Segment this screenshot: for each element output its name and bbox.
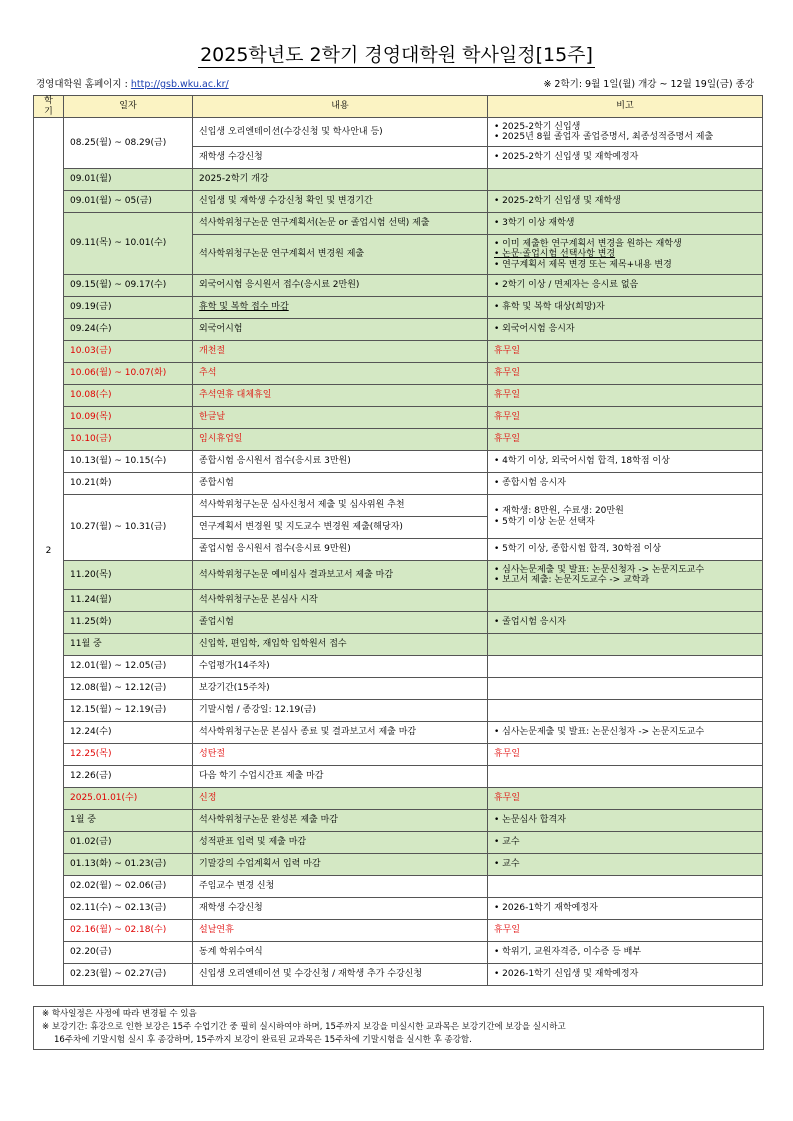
- date-cell: 09.15(월) ~ 09.17(수): [64, 275, 193, 297]
- date-cell: 02.23(월) ~ 02.27(금): [64, 964, 193, 986]
- note-line: • 연구계획서 제목 변경 또는 제목+내용 변경: [494, 259, 672, 270]
- date-cell: 10.21(화): [64, 473, 193, 495]
- note-cell: 휴무일: [488, 744, 763, 766]
- note-cell: [488, 656, 763, 678]
- homepage-info: [36, 76, 229, 90]
- note-cell: • 교수: [488, 854, 763, 876]
- date-cell: 02.02(월) ~ 02.06(금): [64, 876, 193, 898]
- note-cell: [488, 678, 763, 700]
- table-row: [34, 385, 763, 407]
- table-row: [34, 634, 763, 656]
- content-cell: 임시휴업일: [193, 429, 488, 451]
- table-row: [34, 876, 763, 898]
- date-cell: 10.09(목): [64, 407, 193, 429]
- note-line: • 2025년 8월 졸업자 졸업증명서, 최종성적증명서 제출: [494, 132, 714, 142]
- content-cell: 동계 학위수여식: [193, 942, 488, 964]
- note-cell: 휴무일: [488, 385, 763, 407]
- date-cell: 12.08(월) ~ 12.12(금): [64, 678, 193, 700]
- note-line: • 재학생: 8만원, 수료생: 20만원: [494, 506, 624, 516]
- date-cell: 01.13(화) ~ 01.23(금): [64, 854, 193, 876]
- note-cell: 휴무일: [488, 920, 763, 942]
- table-row: [34, 451, 763, 473]
- date-cell: 10.03(금): [64, 341, 193, 363]
- date-cell: 02.11(수) ~ 02.13(금): [64, 898, 193, 920]
- date-cell: 10.27(월) ~ 10.31(금): [64, 495, 193, 561]
- table-row: [34, 319, 763, 341]
- header-note: 비고: [488, 96, 763, 118]
- table-row: [34, 590, 763, 612]
- table-row: [34, 407, 763, 429]
- note-cell: [488, 634, 763, 656]
- table-row: [34, 297, 763, 319]
- date-cell: 2025.01.01(수): [64, 788, 193, 810]
- content-cell: 신정: [193, 788, 488, 810]
- table-header-row: [34, 96, 763, 118]
- note-cell: • 휴학 및 복학 대상(희망)자: [488, 297, 763, 319]
- table-row: [34, 942, 763, 964]
- table-row: [34, 169, 763, 191]
- note-cell: • 학위기, 교원자격증, 이수증 등 배부: [488, 942, 763, 964]
- table-row: [34, 612, 763, 634]
- content-cell: 추석연휴 대체휴일: [193, 385, 488, 407]
- date-cell: 10.10(금): [64, 429, 193, 451]
- table-row: [34, 810, 763, 832]
- date-cell: 09.01(월) ~ 05(금): [64, 191, 193, 213]
- content-cell: 다음 학기 수업시간표 제출 마감: [193, 766, 488, 788]
- content-cell: 석사학위청구논문 연구계획서(논문 or 졸업시험 선택) 제출: [193, 213, 488, 235]
- table-row: [34, 363, 763, 385]
- content-cell: 석사학위청구논문 예비심사 결과보고서 제출 마감: [193, 561, 488, 590]
- footnote: 16주차에 기말시험 실시 후 종강하며, 15주까지 보강이 완료된 교과목은 15주차에 기말시험을 실시한 후 종강함.: [54, 1035, 472, 1045]
- table-row: [34, 191, 763, 213]
- date-cell: 12.01(월) ~ 12.05(금): [64, 656, 193, 678]
- note-cell: [488, 495, 763, 539]
- table-row: [34, 213, 763, 235]
- table-row: [34, 920, 763, 942]
- table-row: [34, 678, 763, 700]
- note-cell: [488, 590, 763, 612]
- note-line: • 이미 제출한 연구계획서 변경을 원하는 재학생: [494, 238, 682, 249]
- note-cell: • 2025-2학기 신입생 및 재학생: [488, 191, 763, 213]
- table-row: [34, 341, 763, 363]
- date-cell: 11.24(월): [64, 590, 193, 612]
- content-cell: 신입생 및 재학생 수강신청 확인 및 변경기간: [193, 191, 488, 213]
- note-cell: [488, 700, 763, 722]
- note-cell: [488, 235, 763, 275]
- note-line: • 2025-2학기 신입생: [494, 121, 581, 132]
- date-cell: 12.26(금): [64, 766, 193, 788]
- schedule-table: [33, 95, 763, 986]
- footnote: ※ 학사일정은 사정에 따라 변경될 수 있음: [42, 1009, 197, 1019]
- date-cell: 10.13(월) ~ 10.15(수): [64, 451, 193, 473]
- note-cell: • 2026-1학기 재학예정자: [488, 898, 763, 920]
- date-cell: 02.20(금): [64, 942, 193, 964]
- semester-cell: 2: [34, 118, 64, 986]
- content-cell: 석사학위청구논문 연구계획서 변경원 제출: [193, 235, 488, 275]
- content-cell: 기말강의 수업계획서 입력 마감: [193, 854, 488, 876]
- note-cell: [488, 561, 763, 590]
- content-cell: 연구계획서 변경원 및 지도교수 변경원 제출(해당자): [193, 517, 488, 539]
- note-line: • 5학기 이상 논문 선택자: [494, 516, 595, 527]
- note-cell: [488, 169, 763, 191]
- content-cell: 휴학 및 복학 접수 마감: [193, 297, 488, 319]
- content-cell: 신입학, 편입학, 재입학 입학원서 접수: [193, 634, 488, 656]
- content-cell: 2025-2학기 개강: [193, 169, 488, 191]
- content-cell: 외국어시험: [193, 319, 488, 341]
- note-cell: 휴무일: [488, 363, 763, 385]
- footnote: ※ 보강기간: 휴강으로 인한 보강은 15주 수업기간 중 필히 실시하여야 하며, 15주까지 보강을 미실시한 교과목은 보강기간에 보강을 실시하고: [42, 1022, 566, 1032]
- table-row: [34, 832, 763, 854]
- note-cell: • 5학기 이상, 종합시험 합격, 30학점 이상: [488, 539, 763, 561]
- note-cell: • 논문심사 합격자: [488, 810, 763, 832]
- note-line: • 논문·졸업시험 선택사항 변경: [494, 249, 616, 260]
- note-cell: [488, 118, 763, 147]
- homepage-link[interactable]: http://gsb.wku.ac.kr/: [130, 79, 229, 90]
- content-cell: 종합시험: [193, 473, 488, 495]
- content-cell: 보강기간(15주차): [193, 678, 488, 700]
- note-cell: • 심사논문제출 및 발표: 논문신청자 -> 논문지도교수: [488, 722, 763, 744]
- content-cell: 종합시험 응시원서 접수(응시료 3만원): [193, 451, 488, 473]
- content-cell: 신입생 오리엔테이션(수강신청 및 학사안내 등): [193, 118, 488, 147]
- note-line: • 보고서 제출: 논문지도교수 -> 교학과: [494, 575, 650, 585]
- content-cell: 성적판표 입력 및 제출 마감: [193, 832, 488, 854]
- date-cell: 02.16(월) ~ 02.18(수): [64, 920, 193, 942]
- date-cell: 11.25(화): [64, 612, 193, 634]
- table-row: [34, 429, 763, 451]
- note-cell: • 교수: [488, 832, 763, 854]
- date-cell: 10.06(월) ~ 10.07(화): [64, 363, 193, 385]
- content-cell: 신입생 오리엔테이션 및 수강신청 / 재학생 추가 수강신청: [193, 964, 488, 986]
- note-cell: 휴무일: [488, 788, 763, 810]
- content-cell: 졸업시험 응시원서 접수(응시료 9만원): [193, 539, 488, 561]
- date-cell: 12.25(목): [64, 744, 193, 766]
- date-cell: 09.11(목) ~ 10.01(수): [64, 213, 193, 275]
- date-cell: 01.02(금): [64, 832, 193, 854]
- table-row: [34, 854, 763, 876]
- date-cell: 09.01(월): [64, 169, 193, 191]
- date-cell: 08.25(월) ~ 08.29(금): [64, 118, 193, 169]
- content-cell: 재학생 수강신청: [193, 898, 488, 920]
- note-cell: • 4학기 이상, 외국어시험 합격, 18학점 이상: [488, 451, 763, 473]
- note-cell: 휴무일: [488, 341, 763, 363]
- content-cell: 주임교수 변경 신청: [193, 876, 488, 898]
- table-row: [34, 561, 763, 590]
- note-cell: 휴무일: [488, 407, 763, 429]
- content-cell: 졸업시험: [193, 612, 488, 634]
- date-cell: 09.24(수): [64, 319, 193, 341]
- note-cell: • 2026-1학기 신입생 및 재학예정자: [488, 964, 763, 986]
- content-cell: 기말시험 / 종강일: 12.19(금): [193, 700, 488, 722]
- content-cell: 개천절: [193, 341, 488, 363]
- note-cell: 휴무일: [488, 429, 763, 451]
- note-cell: • 2025-2학기 신입생 및 재학예정자: [488, 147, 763, 169]
- content-cell: 설날연휴: [193, 920, 488, 942]
- content-cell: 재학생 수강신청: [193, 147, 488, 169]
- note-cell: [488, 766, 763, 788]
- content-cell: 한글날: [193, 407, 488, 429]
- table-row: [34, 744, 763, 766]
- date-cell: 10.08(수): [64, 385, 193, 407]
- note-cell: • 외국어시험 응시자: [488, 319, 763, 341]
- note-cell: • 졸업시험 응시자: [488, 612, 763, 634]
- table-row: [34, 118, 763, 147]
- content-cell: 성탄절: [193, 744, 488, 766]
- content-cell: 석사학위청구논문 본심사 종료 및 결과보고서 제출 마감: [193, 722, 488, 744]
- table-row: [34, 495, 763, 517]
- document-title: 2025학년도 2학기 경영대학원 학사일정[15주]: [200, 44, 593, 66]
- date-cell: 12.15(월) ~ 12.19(금): [64, 700, 193, 722]
- date-cell: 11.20(목): [64, 561, 193, 590]
- note-cell: • 3학기 이상 재학생: [488, 213, 763, 235]
- date-cell: 1월 중: [64, 810, 193, 832]
- table-row: [34, 766, 763, 788]
- table-row: [34, 788, 763, 810]
- content-cell: 추석: [193, 363, 488, 385]
- table-row: [34, 898, 763, 920]
- table-row: [34, 473, 763, 495]
- content-cell: 수업평가(14주차): [193, 656, 488, 678]
- content-cell: 석사학위청구논문 심사신청서 제출 및 심사위원 추천: [193, 495, 488, 517]
- header-date: 일자: [64, 96, 193, 118]
- content-cell: 석사학위청구논문 완성본 제출 마감: [193, 810, 488, 832]
- note-cell: • 종합시험 응시자: [488, 473, 763, 495]
- date-cell: 09.19(금): [64, 297, 193, 319]
- date-cell: 12.24(수): [64, 722, 193, 744]
- footnotes: [33, 1006, 764, 1050]
- homepage-label: 경영대학원 홈페이지 :: [36, 79, 128, 90]
- note-cell: [488, 876, 763, 898]
- header-semester: 학기: [34, 96, 64, 118]
- note-cell: • 2학기 이상 / 면제자는 응시료 없음: [488, 275, 763, 297]
- header-content: 내용: [193, 96, 488, 118]
- table-row: [34, 700, 763, 722]
- table-row: [34, 964, 763, 986]
- term-info: ※ 2학기: 9월 1일(월) 개강 ~ 12월 19일(금) 종강: [543, 79, 754, 90]
- table-row: [34, 275, 763, 297]
- note-line: • 심사논문제출 및 발표: 논문신청자 -> 논문지도교수: [494, 564, 705, 575]
- table-row: [34, 656, 763, 678]
- table-row: [34, 722, 763, 744]
- date-cell: 11월 중: [64, 634, 193, 656]
- content-cell: 외국어시험 응시원서 접수(응시료 2만원): [193, 275, 488, 297]
- content-cell: 석사학위청구논문 본심사 시작: [193, 590, 488, 612]
